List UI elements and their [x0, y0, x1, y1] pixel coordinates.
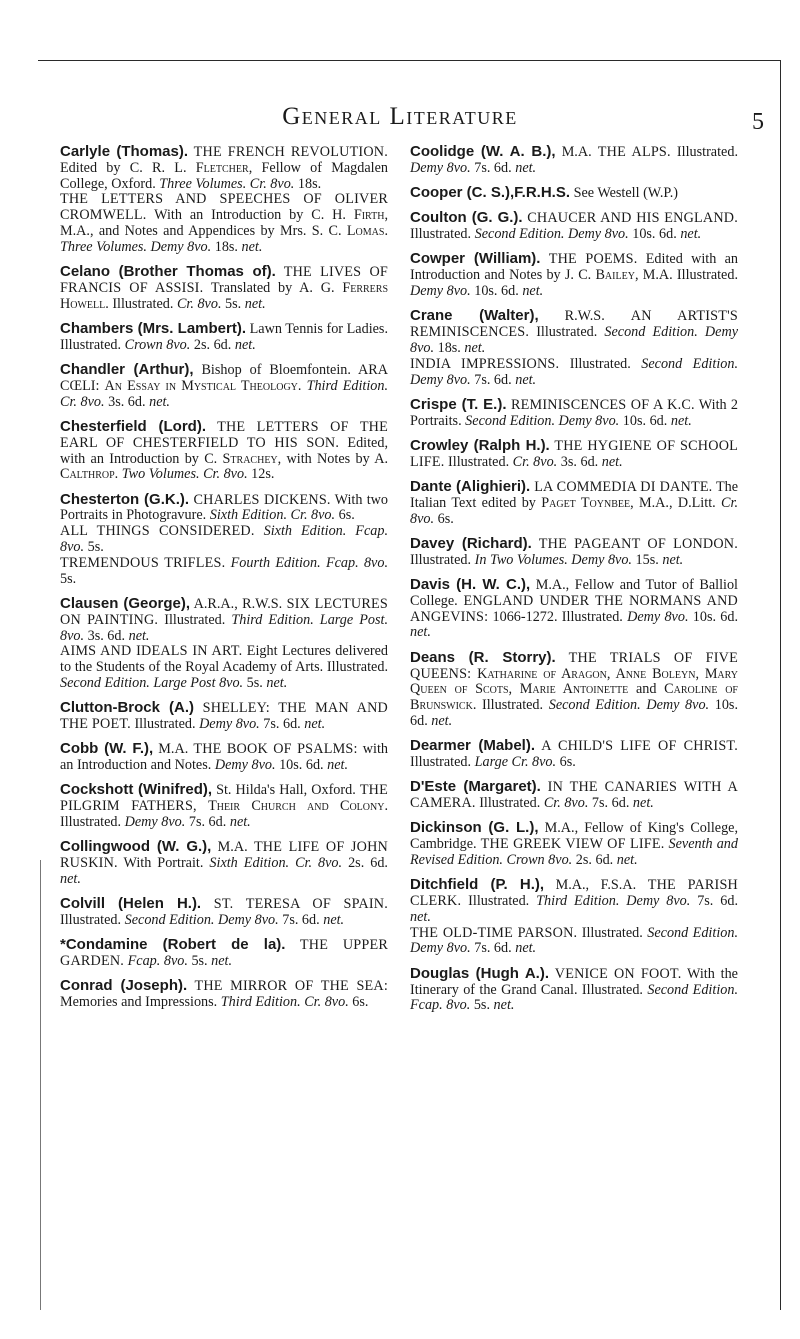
edition-info: Cr. 8vo. — [410, 494, 739, 527]
catalogue-entry — [410, 536, 738, 569]
edition-info: net. — [662, 551, 684, 568]
book-title: SHELLEY: THE MAN AND THE POET. — [60, 700, 388, 732]
edition-info: net. — [234, 336, 256, 353]
edition-info: In Two Volumes. Demy 8vo. — [474, 551, 632, 568]
edition-info: Sixth Edition. Fcap. 8vo. — [60, 523, 389, 556]
edition-info: Second Edition. Demy 8vo. — [548, 697, 710, 714]
entry-text: 12s. — [247, 466, 275, 483]
catalogue-entry — [410, 438, 738, 471]
edition-info: Cr. 8vo. — [512, 453, 558, 470]
entry-text: . Illustrated. — [472, 697, 549, 714]
small-caps-name: Strachey — [222, 450, 278, 467]
entry-text: 10s. 6d. — [628, 226, 681, 243]
page-number: 5 — [752, 109, 764, 135]
author-name: Chesterton (G.K.). — [60, 490, 190, 508]
entry-text: 2s. 6d. — [342, 855, 388, 872]
edition-info: Second Edition. Demy 8vo. — [465, 412, 620, 429]
edition-info: Cr. 8vo. — [543, 795, 589, 812]
entry-text: 7s. 6d. — [278, 911, 324, 928]
author-name: Douglas (Hugh A.). — [410, 964, 549, 982]
book-title: THE POEMS. — [540, 251, 638, 268]
entry-text: St. Hilda's Hall, Oxford. — [212, 782, 360, 799]
book-title: THE TRIALS OF FIVE QUEENS: — [410, 649, 738, 682]
entry-text: M.A., Fellow and Tutor of Balliol College. — [410, 577, 739, 609]
catalogue-entry — [60, 264, 388, 312]
edition-info: net. — [601, 453, 623, 470]
entry-text: 3s. 6d. — [104, 393, 150, 410]
author-name: Deans (R. Storry). — [410, 648, 556, 666]
entry-text: 10s. 6d. — [619, 412, 671, 429]
catalogue-entry — [410, 479, 738, 527]
book-title: INDIA IMPRESSIONS. — [410, 355, 560, 372]
catalogue-entry — [60, 839, 388, 887]
entry-text: 6s. — [348, 994, 369, 1011]
edition-info: net. — [128, 627, 150, 644]
entry-text: M.A. — [555, 144, 598, 160]
entry-text: . — [384, 222, 388, 239]
entry-text: 7s. 6d. — [470, 159, 516, 176]
author-name: F.R.H.S. — [514, 184, 571, 202]
book-title: IN THE CANARIES WITH A CAMERA. — [410, 779, 738, 812]
book-title: THE UPPER GARDEN. — [60, 937, 388, 970]
author-name: Cowper (William). — [410, 250, 541, 268]
edition-info: net. — [431, 712, 453, 729]
edition-info: Demy 8vo. — [214, 757, 276, 774]
author-name: Carlyle (Thomas). — [60, 143, 189, 160]
catalogue-entry — [60, 362, 388, 410]
edition-info: Seventh and Revised Edition. Crown 8vo. — [410, 836, 738, 868]
author-name: Chandler (Arthur), — [60, 361, 194, 379]
edition-info: net. — [493, 997, 515, 1014]
book-title: ALL THINGS CONSIDERED. — [60, 523, 255, 540]
entry-text: 7s. 6d. — [259, 716, 305, 732]
edition-info: Three Volumes. Cr. 8vo. — [159, 175, 295, 192]
entry-text: 10s. 6d. — [275, 757, 328, 774]
author-name: Crowley (Ralph H.). — [410, 436, 550, 454]
edition-info: Crown 8vo. — [124, 336, 191, 353]
entry-text: Edited, with an Introduction by C. — [60, 434, 388, 467]
entry-text: Illustrated. — [410, 551, 475, 568]
author-name: Cobb (W. F.), — [60, 740, 154, 758]
entry-text: M.A. — [211, 839, 254, 856]
author-name: Ditchfield (P. H.), — [410, 876, 545, 894]
entry-text: Illustrated. — [475, 795, 544, 812]
catalogue-entry — [410, 577, 738, 641]
edition-info: Third Edition. Cr. 8vo. — [220, 994, 349, 1011]
entry-text: 7s. 6d. — [470, 940, 516, 957]
entry-text: 18s. — [294, 175, 322, 192]
book-title: SIX LECTURES ON PAINTING. — [60, 595, 388, 628]
edition-info: net. — [327, 757, 349, 774]
entry-text: 7s. 6d. — [690, 893, 738, 910]
author-name: Dearmer (Mabel). — [410, 737, 536, 755]
edition-info: Demy 8vo. — [627, 608, 689, 625]
entry-text: Illustrated. — [670, 144, 738, 160]
author-name: Davey (Richard). — [410, 534, 532, 552]
catalogue-entry — [60, 700, 388, 733]
entry-text: 15s. — [631, 551, 663, 568]
book-title: THE OLD-TIME PARSON. — [410, 924, 578, 941]
page-border-right — [780, 60, 781, 1310]
edition-info: net. — [304, 716, 326, 732]
edition-info: net. — [211, 953, 233, 970]
edition-info: Second Edition. Fcap. 8vo. — [410, 981, 738, 1014]
catalogue-entry — [60, 937, 388, 970]
edition-info: net. — [244, 295, 266, 312]
entry-text — [197, 798, 208, 814]
author-name: Collingwood (W. G.), — [60, 838, 212, 856]
entry-text: . Illustrated. — [60, 798, 388, 830]
book-title: THE GREEK VIEW OF LIFE. — [480, 836, 665, 853]
catalogue-entry — [410, 308, 738, 388]
small-caps-name: Calthrop — [60, 466, 115, 483]
edition-info: Second Edition. Demy 8vo. — [410, 324, 738, 356]
edition-info: Demy 8vo. — [199, 716, 260, 732]
entry-text: Translated by A. G. — [203, 279, 343, 296]
entry-text: 2s. 6d. — [572, 851, 617, 868]
small-caps-name: Their Church and Colony — [208, 798, 385, 815]
edition-info: net. — [266, 674, 288, 691]
book-title: ST. TERESA OF SPAIN. — [201, 896, 388, 913]
entry-text: 10s. 6d. — [410, 697, 738, 729]
entry-text: . — [114, 466, 122, 483]
book-title: THE MIRROR OF THE SEA: — [187, 978, 388, 995]
entry-text: , M.A., D.Litt. — [630, 494, 722, 511]
catalogue-entry — [60, 782, 388, 830]
edition-info: net. — [410, 908, 431, 925]
edition-info: Demy 8vo. — [124, 813, 186, 830]
author-name: Coulton (G. G.). — [410, 209, 523, 227]
catalogue-entry — [60, 596, 388, 692]
author-name: Colvill (Helen H.). — [60, 895, 202, 913]
entry-text: With 2 Portraits. — [410, 396, 738, 429]
book-title: THE FRENCH REVOLUTION. — [188, 144, 388, 160]
edition-info: net. — [616, 851, 638, 868]
entry-text: With Portrait. — [117, 855, 210, 872]
book-title: THE ALPS. — [597, 144, 671, 160]
author-name: Dickinson (G. L.), — [410, 819, 539, 837]
edition-info: net. — [515, 940, 537, 957]
book-title: CHARLES DICKENS. — [189, 491, 331, 508]
author-name: Cooper (C. S.), — [410, 184, 515, 202]
entry-text: M.A., Fellow of King's College, Cambridge. — [410, 820, 739, 853]
entry-text: 6s. — [335, 507, 355, 524]
author-name: Crispe (T. E.). — [410, 395, 507, 413]
book-title: THE LIFE OF JOHN RUSKIN. — [60, 839, 388, 872]
entry-text: 5s. — [84, 539, 104, 556]
author-name: Crane (Walter), — [410, 307, 539, 325]
edition-info: net. — [323, 911, 345, 928]
edition-info: net. — [515, 159, 537, 176]
edition-info: Second Edition. Large Post 8vo. — [60, 674, 244, 691]
edition-info: Three Volumes. Demy 8vo. — [60, 238, 212, 255]
catalogue-entry — [410, 650, 738, 730]
entry-text: Eight Lectures delivered to the Students of the Royal Academy of Arts. Illustrated. — [60, 643, 389, 676]
edition-info: Third Edition. Demy 8vo. — [536, 893, 691, 910]
entry-text: 5s. — [243, 674, 267, 691]
edition-info: Second Edition. Demy 8vo. — [124, 911, 279, 928]
catalogue-entry — [60, 419, 388, 483]
entry-text: 5s. — [470, 997, 494, 1014]
book-title: THE BOOK OF PSALMS: — [193, 741, 358, 758]
author-name: D'Este (Margaret). — [410, 778, 541, 796]
author-name: Cockshott (Winifred), — [60, 781, 213, 799]
edition-info: net. — [410, 624, 431, 641]
entry-text: Illustrated. — [410, 754, 475, 770]
catalogue-entry — [410, 397, 738, 430]
entry-text: 7s. 6d. — [185, 813, 230, 830]
edition-info: net. — [515, 371, 537, 388]
catalogue-entry — [410, 185, 738, 202]
book-title: THE LETTERS OF THE EARL OF CHESTERFIELD TO HIS SON. — [60, 418, 388, 451]
entry-text: 5s. — [221, 295, 245, 312]
small-caps-name: Fletcher — [195, 159, 249, 176]
page-border-left — [40, 860, 41, 1310]
page-border-top — [38, 60, 780, 61]
entry-text: with an Introduction and Notes. — [60, 741, 388, 774]
entry-text: 5s. — [60, 570, 77, 587]
catalogue-entry — [410, 144, 738, 177]
entry-text: 7s. 6d. — [588, 795, 633, 812]
small-caps-name: Paget Toynbee — [541, 494, 631, 511]
edition-info: net. — [632, 795, 654, 812]
small-caps-name: An Essay in Mystical Theology — [104, 377, 298, 394]
catalogue-entry — [60, 144, 388, 256]
catalogue-entry — [410, 820, 738, 868]
edition-info: net. — [670, 412, 692, 429]
catalogue-entry — [60, 896, 388, 929]
entry-text: Illustrated. — [130, 716, 200, 732]
entry-text: Illustrated. — [559, 355, 642, 372]
book-title: THE PAGEANT OF LONDON. — [531, 535, 739, 552]
edition-info: Third Edition. Large Post. 8vo. — [60, 611, 388, 644]
edition-info: net. — [229, 813, 251, 830]
entry-text: Edited by C. R. L. — [60, 159, 196, 176]
edition-info: net. — [241, 238, 263, 255]
edition-info: Second Edition. Demy 8vo. — [410, 355, 738, 388]
entry-text: 2s. 6d. — [190, 336, 235, 353]
entry-text: Bishop of Bloemfontein. ARA CŒLI: — [60, 362, 388, 394]
entry-text: , Fellow of Magdalen College, Oxford. — [60, 159, 388, 192]
book-title: CHAUCER AND HIS ENGLAND. — [522, 210, 739, 227]
edition-info: Second Edition. Demy 8vo. — [410, 924, 738, 957]
entry-text: A.R.A., R.W.S. — [190, 595, 287, 612]
edition-info: Fourth Edition. Fcap. 8vo. — [230, 554, 388, 571]
entry-text: 18s. — [211, 238, 242, 255]
entry-text: M.A., F.S.A. — [544, 877, 648, 894]
entry-text: See Westell (W.P.) — [570, 185, 679, 202]
small-caps-name: Bailey — [595, 267, 635, 284]
entry-text: Illustrated. — [577, 924, 648, 941]
entry-text: and — [628, 681, 665, 698]
author-name: Chesterfield (Lord). — [60, 417, 206, 435]
right-column — [410, 144, 738, 1023]
catalogue-entry — [60, 321, 388, 354]
edition-info: Fcap. 8vo. — [127, 953, 188, 970]
running-header: General Literature — [282, 103, 518, 130]
edition-info: net. — [680, 226, 702, 243]
entry-text: Illustrated. — [529, 324, 605, 341]
book-title: AN ARTIST'S REMINISCENCES. — [410, 308, 738, 341]
book-title: THE LIVES OF FRANCIS OF ASSISI. — [60, 264, 388, 296]
book-title: A CHILD'S LIFE OF CHRIST. — [535, 738, 738, 755]
edition-info: Demy 8vo. — [410, 283, 471, 300]
entry-text: Illustrated. — [410, 226, 475, 243]
book-title: THE HYGIENE OF SCHOOL LIFE. — [410, 437, 739, 470]
entry-text: Lawn Tennis for Ladies. Illustrated. — [60, 320, 389, 353]
book-title: THE LETTERS AND SPEECHES OF OLIVER CROMWELL. — [60, 191, 388, 224]
edition-info: Large Cr. 8vo. — [474, 754, 557, 770]
catalogue-entry — [410, 738, 738, 771]
catalogue-entry — [60, 492, 388, 588]
catalogue-entry — [410, 877, 738, 957]
book-title: VENICE ON FOOT. — [548, 965, 682, 982]
author-name: Davis (H. W. C.), — [410, 576, 531, 594]
edition-info: net. — [522, 283, 544, 300]
edition-info: Sixth Edition. Cr. 8vo. — [209, 507, 336, 524]
edition-info: Sixth Edition. Cr. 8vo. — [209, 855, 343, 872]
entry-text: Edited with an Introduction and Notes by J. C. — [410, 251, 738, 284]
book-title: REMINISCENCES OF A K.C. — [506, 396, 695, 413]
entry-text: 18s. — [434, 339, 465, 356]
catalogue-entry — [410, 251, 738, 299]
catalogue-entry — [410, 966, 738, 1014]
entry-text: Memories and Impressions. — [60, 994, 221, 1011]
entry-text: . Illustrated. — [105, 295, 177, 312]
book-title: AIMS AND IDEALS IN ART. — [60, 643, 243, 660]
entry-text: Illustrated. — [461, 893, 537, 910]
entry-text: , with Notes by A. — [277, 450, 388, 467]
author-name: *Condamine (Robert de la). — [60, 936, 286, 954]
catalogue-entry — [60, 978, 388, 1011]
entry-text: 6s. — [556, 754, 576, 770]
author-name: Coolidge (W. A. B.), — [410, 143, 556, 160]
entry-text: With an Introduction by C. H. — [146, 207, 354, 224]
author-name: Clausen (George), — [60, 594, 191, 612]
entry-text: 10s. 6d. — [470, 283, 523, 300]
small-caps-name: Ferrers Howell — [60, 279, 389, 312]
book-title: THE PILGRIM FATHERS, — [60, 782, 388, 815]
author-name: Conrad (Joseph). — [60, 977, 188, 995]
entry-text: 1066-1272. Illustrated. — [488, 608, 628, 625]
entry-text: 10s. 6d. — [688, 608, 738, 625]
entry-text: . — [297, 377, 307, 394]
entry-text: 5s. — [187, 953, 212, 970]
entry-text: 6s. — [434, 510, 454, 527]
small-caps-name: Firth — [353, 207, 385, 224]
author-name: Celano (Brother Thomas of). — [60, 263, 276, 281]
left-column — [60, 144, 388, 1019]
edition-info: Second Edition. Demy 8vo. — [474, 226, 629, 243]
author-name: Clutton-Brock (A.) — [60, 699, 195, 717]
catalogue-entry — [410, 779, 738, 812]
book-title: TREMENDOUS TRIFLES. — [60, 554, 226, 571]
edition-info: net. — [60, 870, 81, 887]
edition-info: Demy 8vo. — [410, 159, 471, 176]
catalogue-entry — [410, 210, 738, 243]
entry-text: 3s. 6d. — [84, 627, 129, 644]
author-name: Dante (Alighieri). — [410, 478, 531, 496]
small-caps-name: Lomas — [346, 222, 385, 239]
entry-text: , M.A. Illustrated. — [634, 267, 738, 284]
small-caps-name: Katharine of Aragon, Anne Boleyn, Mary Queen of Scots, Marie Antoinette — [410, 665, 738, 698]
small-caps-name: Caroline of Brunswick — [410, 681, 738, 714]
entry-text: , M.A., and Notes and Appendices by Mrs. S. C. — [60, 207, 388, 239]
book-title: LA COMMEDIA DI DANTE. — [530, 479, 713, 496]
author-name: Chambers (Mrs. Lambert). — [60, 319, 246, 337]
entry-text: Illustrated. — [60, 911, 125, 928]
entry-text: M.A. — [153, 741, 194, 758]
book-title: ENGLAND UNDER THE NORMANS AND ANGEVINS: — [410, 592, 738, 625]
entry-text: Illustrated. — [158, 611, 232, 628]
catalogue-entry — [60, 741, 388, 774]
edition-info: Cr. 8vo. — [176, 295, 222, 312]
edition-info: Third Edition. Cr. 8vo. — [60, 377, 389, 410]
edition-info: net. — [149, 393, 170, 410]
entry-text: 3s. 6d. — [557, 453, 602, 470]
entry-text: The Italian Text edited by — [410, 479, 738, 511]
book-title: THE PARISH CLERK. — [410, 877, 738, 910]
edition-info: net. — [464, 339, 486, 356]
entry-text: With two Portraits in Photogravure. — [60, 491, 388, 524]
edition-info: Two Volumes. Cr. 8vo. — [121, 466, 248, 483]
entry-text: With the Itinerary of the Grand Canal. Illustrated. — [410, 965, 738, 998]
entry-text — [255, 523, 264, 539]
entry-text: 7s. 6d. — [470, 371, 516, 388]
entry-text: R.W.S. — [538, 308, 631, 325]
entry-text: Illustrated. — [444, 453, 513, 470]
